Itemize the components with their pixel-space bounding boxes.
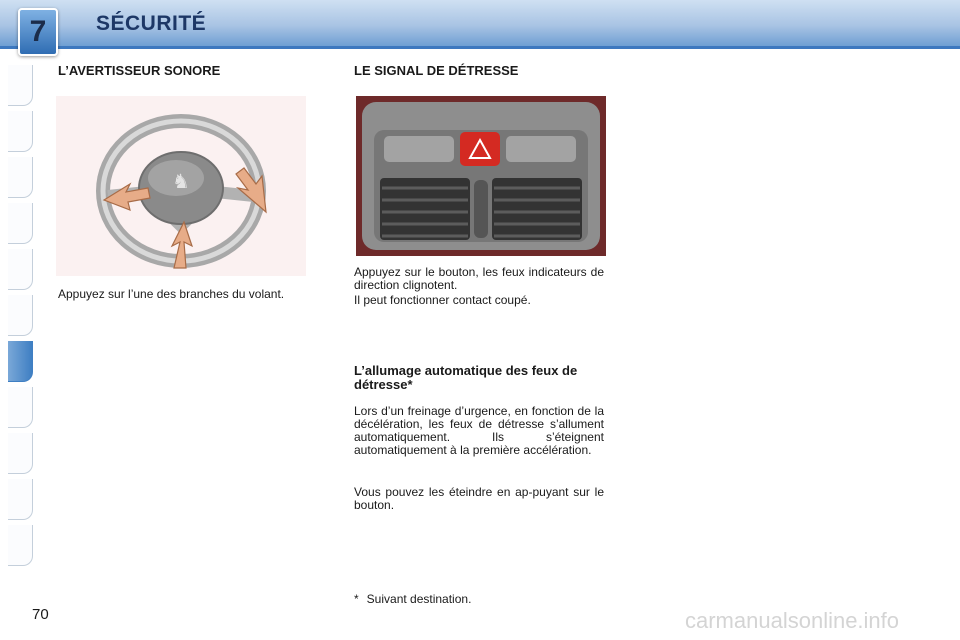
auto-hazard-description: Lors d’un freinage d’urgence, en fonction de la décélération, les feux de détresse s’allument automatiquement. Ils s’éteignent automatiquement à la première accélération. <box>354 404 604 457</box>
header-divider <box>0 46 960 49</box>
auto-hazard-switch-off: Vous pouvez les éteindre en ap-puyant sur le bouton. <box>354 485 604 512</box>
footnote-marker: * <box>354 592 359 606</box>
chapter-tab[interactable] <box>8 249 33 290</box>
chapter-tab[interactable] <box>8 111 33 152</box>
svg-text:♞: ♞ <box>172 169 190 193</box>
page-number: 70 <box>32 606 49 623</box>
footnote-text: Suivant destination. <box>366 592 472 606</box>
page-title: SÉCURITÉ <box>96 12 207 35</box>
hazard-console-illustration <box>356 96 606 256</box>
chapter-tabs <box>0 65 34 575</box>
watermark: carmanualsonline.info <box>685 608 900 633</box>
auto-hazard-heading: L’allumage automatique des feux de détresse* <box>354 363 578 392</box>
chapter-tab-active[interactable] <box>8 341 33 382</box>
chapter-tab[interactable] <box>8 525 33 566</box>
chapter-tab[interactable] <box>8 157 33 198</box>
chapter-badge: 7 <box>18 8 58 56</box>
chapter-tab[interactable] <box>8 295 33 336</box>
hazard-ignition-note: Il peut fonctionner contact coupé. <box>354 293 531 307</box>
hazard-heading: LE SIGNAL DE DÉTRESSE <box>354 63 519 78</box>
hazard-instructions: Appuyez sur le bouton, les feux indicateurs de direction clignotent. <box>354 265 604 292</box>
chapter-tab[interactable] <box>8 433 33 474</box>
chapter-tab[interactable] <box>8 387 33 428</box>
steering-wheel-illustration <box>56 96 306 276</box>
horn-heading: L’AVERTISSEUR SONORE <box>58 63 221 78</box>
chapter-tab[interactable] <box>8 203 33 244</box>
horn-instructions: Appuyez sur l’une des branches du volant. <box>58 287 285 301</box>
footnote <box>354 592 471 606</box>
chapter-tab[interactable] <box>8 479 33 520</box>
chapter-tab[interactable] <box>8 65 33 106</box>
